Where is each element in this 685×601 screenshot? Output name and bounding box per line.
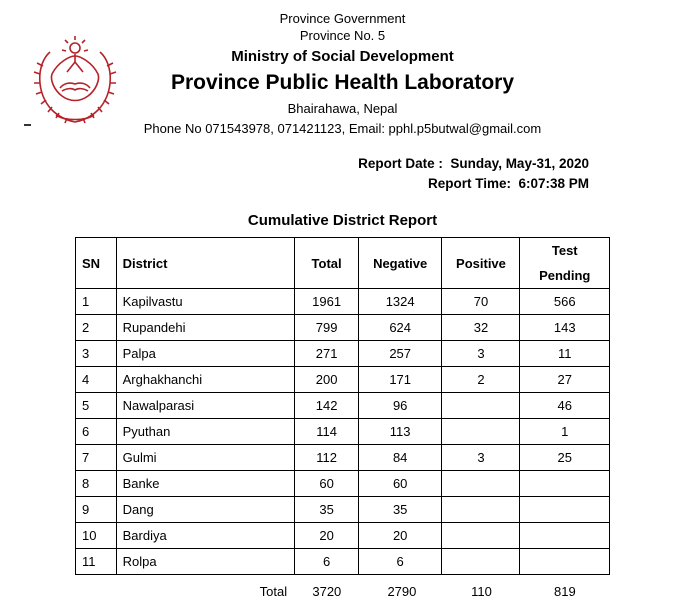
cell-pending: 46 xyxy=(520,393,610,419)
cell-sn: 6 xyxy=(76,419,117,445)
cell-pending: 143 xyxy=(520,315,610,341)
column-header-sn: SN xyxy=(76,238,117,289)
cell-sn: 8 xyxy=(76,471,117,497)
column-header-test-pending: Test Pending xyxy=(520,238,610,289)
cell-total: 114 xyxy=(295,419,359,445)
report-date: Report Date : Sunday, May-31, 2020 xyxy=(358,156,589,171)
table-row xyxy=(76,419,610,445)
cell-positive: 3 xyxy=(442,341,520,367)
cell-total: 799 xyxy=(295,315,359,341)
column-header-district: District xyxy=(116,238,295,289)
cell-sn: 10 xyxy=(76,523,117,549)
cell-pending xyxy=(520,523,610,549)
cell-total: 142 xyxy=(295,393,359,419)
table-row xyxy=(76,367,610,393)
cell-district: Rupandehi xyxy=(116,315,295,341)
table-title: Cumulative District Report xyxy=(247,212,438,229)
cell-sn: 7 xyxy=(76,445,117,471)
totals-total: 3720 xyxy=(312,583,342,599)
table-header-row xyxy=(76,238,610,289)
cell-district: Rolpa xyxy=(116,549,295,575)
cell-negative: 20 xyxy=(358,523,442,549)
table-row xyxy=(76,393,610,419)
table-row xyxy=(76,549,610,575)
cell-sn: 1 xyxy=(76,289,117,315)
cell-pending xyxy=(520,471,610,497)
cell-total: 200 xyxy=(295,367,359,393)
table-row xyxy=(76,523,610,549)
cell-pending xyxy=(520,549,610,575)
cell-pending: 25 xyxy=(520,445,610,471)
totals-label: Total xyxy=(259,583,288,599)
totals-negative: 2790 xyxy=(387,583,417,599)
cell-total: 1961 xyxy=(295,289,359,315)
table-row xyxy=(76,341,610,367)
cell-district: Dang xyxy=(116,497,295,523)
cell-positive xyxy=(442,471,520,497)
cell-pending: 1 xyxy=(520,419,610,445)
column-header-positive: Positive xyxy=(442,238,520,289)
cell-district: Gulmi xyxy=(116,445,295,471)
cell-total: 271 xyxy=(295,341,359,367)
cell-total: 35 xyxy=(295,497,359,523)
contact-line: Phone No 071543978, 071421123, Email: pphl.p5butwal@gmail.com xyxy=(143,121,542,136)
cell-negative: 257 xyxy=(358,341,442,367)
cell-negative: 113 xyxy=(358,419,442,445)
cell-district: Arghakhanchi xyxy=(116,367,295,393)
cell-sn: 2 xyxy=(76,315,117,341)
cell-negative: 1324 xyxy=(358,289,442,315)
table-row xyxy=(76,315,610,341)
cell-negative: 84 xyxy=(358,445,442,471)
cell-positive xyxy=(442,497,520,523)
cell-negative: 624 xyxy=(358,315,442,341)
cell-pending: 566 xyxy=(520,289,610,315)
cell-positive: 32 xyxy=(442,315,520,341)
column-header-negative: Negative xyxy=(358,238,442,289)
page-title: Province Public Health Laboratory xyxy=(170,71,515,94)
cell-negative: 6 xyxy=(358,549,442,575)
cell-sn: 9 xyxy=(76,497,117,523)
report-time: Report Time: 6:07:38 PM xyxy=(427,176,589,191)
totals-positive: 110 xyxy=(471,583,492,599)
scan-artifact-mark xyxy=(24,124,31,126)
table-row xyxy=(76,289,610,315)
cell-positive: 70 xyxy=(442,289,520,315)
cell-positive: 3 xyxy=(442,445,520,471)
totals-table xyxy=(75,581,610,601)
cell-total: 6 xyxy=(295,549,359,575)
cell-negative: 60 xyxy=(358,471,442,497)
report-meta xyxy=(0,154,685,194)
cell-sn: 3 xyxy=(76,341,117,367)
table-row xyxy=(76,471,610,497)
cumulative-district-report-table xyxy=(75,237,610,575)
report-table-wrap xyxy=(0,237,685,575)
cell-negative: 35 xyxy=(358,497,442,523)
cell-positive xyxy=(442,393,520,419)
cell-total: 60 xyxy=(295,471,359,497)
cell-sn: 5 xyxy=(76,393,117,419)
cell-sn: 4 xyxy=(76,367,117,393)
cell-positive xyxy=(442,549,520,575)
cell-district: Pyuthan xyxy=(116,419,295,445)
document-header xyxy=(0,0,685,138)
totals-pending: 819 xyxy=(554,583,576,599)
cell-sn: 11 xyxy=(76,549,117,575)
cell-negative: 171 xyxy=(358,367,442,393)
cell-positive xyxy=(442,419,520,445)
table-row xyxy=(76,497,610,523)
cell-district: Bardiya xyxy=(116,523,295,549)
cell-total: 20 xyxy=(295,523,359,549)
table-row xyxy=(76,445,610,471)
cell-pending xyxy=(520,497,610,523)
cell-district: Banke xyxy=(116,471,295,497)
table-header xyxy=(76,238,610,289)
cell-district: Nawalparasi xyxy=(116,393,295,419)
cell-negative: 96 xyxy=(358,393,442,419)
cell-pending: 27 xyxy=(520,367,610,393)
city-line: Bhairahawa, Nepal xyxy=(287,101,398,116)
cell-district: Kapilvastu xyxy=(116,289,295,315)
totals-row xyxy=(0,581,685,601)
org-line-1: Province Government xyxy=(279,11,406,26)
column-header-total: Total xyxy=(295,238,359,289)
cell-positive: 2 xyxy=(442,367,520,393)
org-line-2: Province No. 5 xyxy=(299,28,386,43)
cell-district: Palpa xyxy=(116,341,295,367)
nepal-government-emblem-icon xyxy=(30,22,120,127)
cell-positive xyxy=(442,523,520,549)
cell-pending: 11 xyxy=(520,341,610,367)
cell-total: 112 xyxy=(295,445,359,471)
table-body xyxy=(76,289,610,575)
totals-table-row xyxy=(75,581,610,601)
ministry-name: Ministry of Social Development xyxy=(231,48,454,65)
